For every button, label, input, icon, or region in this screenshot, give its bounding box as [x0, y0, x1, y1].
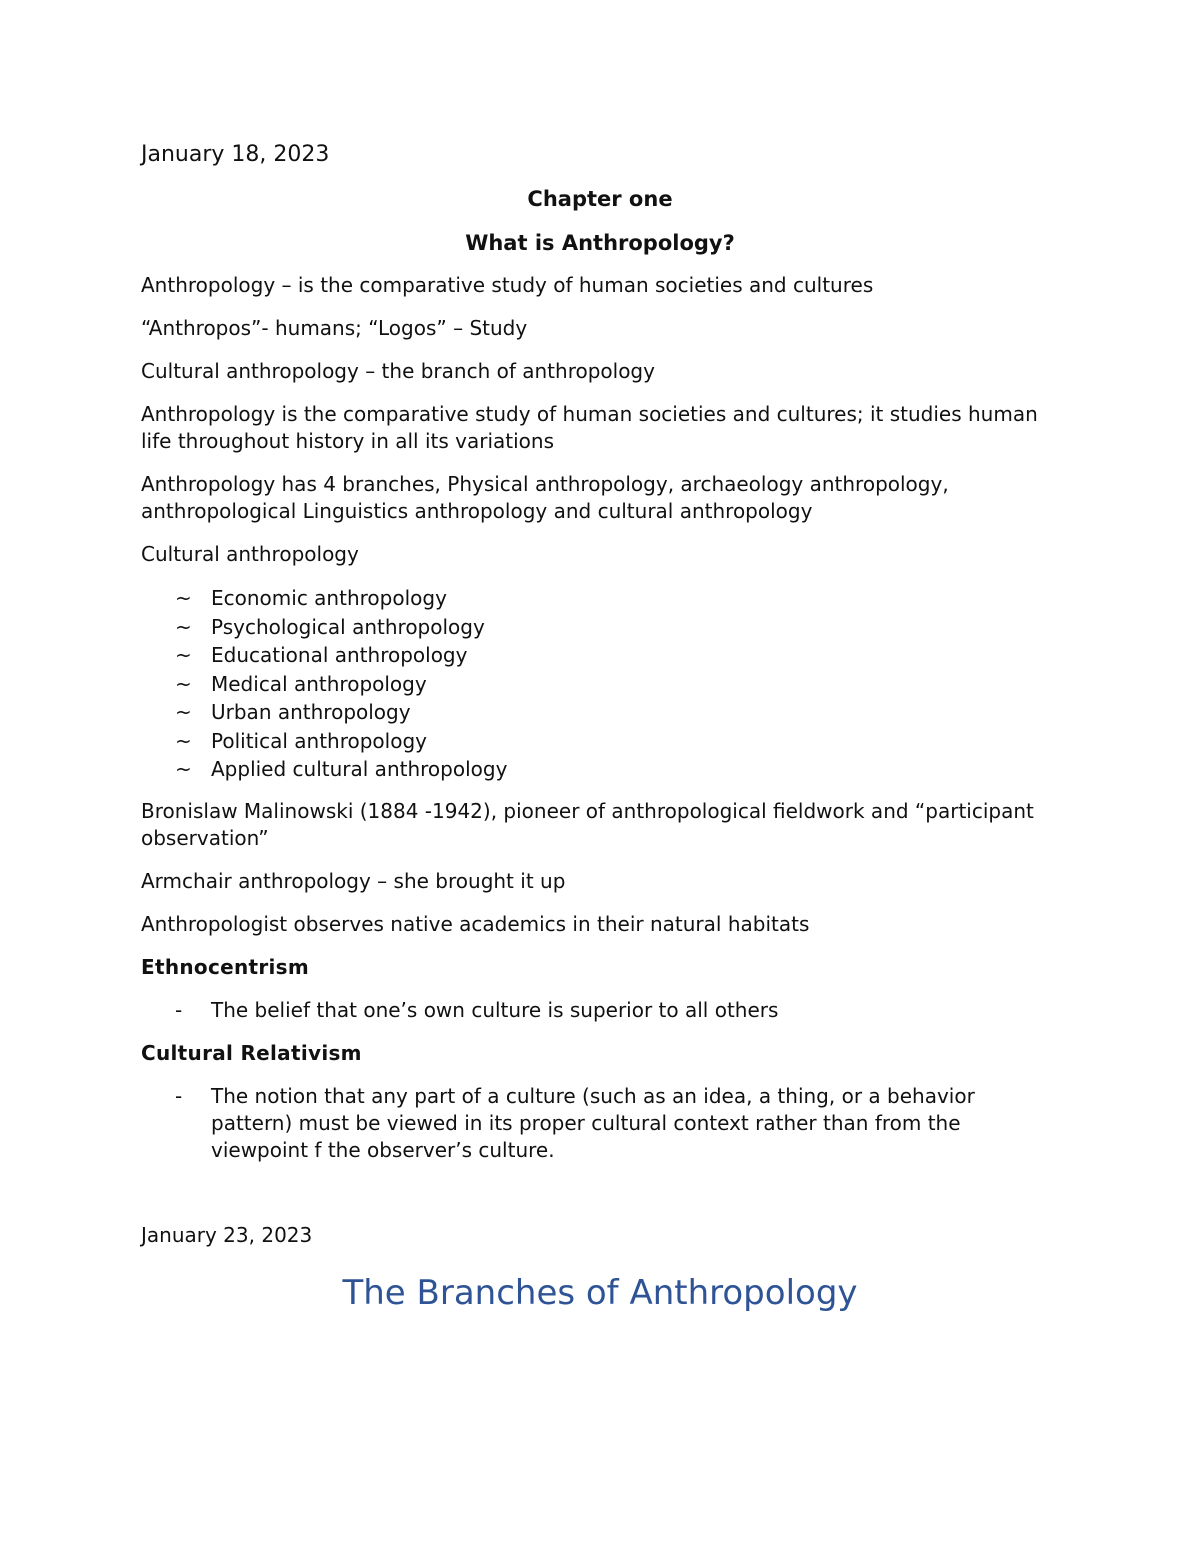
- list-item: [141, 755, 1041, 784]
- paragraph-cultural-anthropology: Cultural anthropology: [141, 542, 359, 566]
- ethnocentrism-list: [141, 997, 1041, 1024]
- paragraph-comparative-study: Anthropology is the comparative study of human societies and cultures; it studies human life throughout history in all its variations: [141, 402, 1038, 453]
- tilde-bullet: ~: [175, 671, 192, 696]
- list-item: [141, 727, 1041, 756]
- list-item-text: The belief that one’s own culture is superior to all others: [211, 997, 779, 1022]
- list-item: [141, 641, 1041, 670]
- cultural-branches-list: [141, 584, 1041, 784]
- date-january-23: January 23, 2023: [141, 1222, 313, 1247]
- list-item: [141, 698, 1041, 727]
- dash-bullet: -: [175, 997, 183, 1022]
- tilde-bullet: ~: [175, 757, 192, 781]
- tilde-bullet: ~: [175, 728, 192, 753]
- list-item: [141, 997, 1041, 1024]
- chapter-subtitle: What is Anthropology?: [465, 231, 735, 255]
- list-item-text: Psychological anthropology: [211, 614, 485, 639]
- date-january-18: January 18, 2023: [141, 142, 330, 167]
- paragraph-observes: Anthropologist observes native academics in their natural habitats: [141, 911, 810, 936]
- list-item: [141, 584, 1041, 613]
- tilde-bullet: ~: [175, 614, 192, 639]
- paragraph-four-branches: Anthropology has 4 branches, Physical anthropology, archaeology anthropology, anthropological Linguistics anthropology and cultural anthropology: [141, 472, 949, 523]
- tilde-bullet: ~: [175, 586, 192, 610]
- paragraph-armchair: Armchair anthropology – she brought it up: [141, 868, 566, 893]
- heading-cultural-relativism: Cultural Relativism: [141, 1040, 362, 1065]
- document-page: [141, 140, 1041, 1315]
- list-item-text: Applied cultural anthropology: [211, 757, 508, 781]
- list-item-text: Educational anthropology: [211, 643, 468, 667]
- list-item-text: Economic anthropology: [211, 586, 447, 610]
- paragraph-malinowski: Bronislaw Malinowski (1884 -1942), pioneer of anthropological fieldwork and “participant observation”: [141, 798, 1034, 850]
- dash-bullet: -: [175, 1083, 183, 1108]
- section-title: The Branches of Anthropology: [342, 1272, 858, 1313]
- tilde-bullet: ~: [175, 643, 192, 667]
- spacer: [141, 1180, 1041, 1222]
- list-item: [141, 613, 1041, 642]
- list-item-text: Medical anthropology: [211, 671, 427, 696]
- list-item: [141, 1083, 1041, 1164]
- list-item-text: Political anthropology: [211, 728, 427, 753]
- list-item-text: The notion that any part of a culture (such as an idea, a thing, or a behavior pattern) must be viewed in its proper cultural context rather than from the viewpoint f the observer’s culture.: [211, 1083, 975, 1162]
- chapter-title: Chapter one: [527, 187, 673, 211]
- tilde-bullet: ~: [175, 700, 192, 724]
- cultural-relativism-list: [141, 1083, 1041, 1164]
- list-item-text: Urban anthropology: [211, 700, 411, 724]
- list-item: [141, 670, 1041, 699]
- heading-ethnocentrism: Ethnocentrism: [141, 954, 310, 979]
- paragraph-etymology: “Anthropos”- humans; “Logos” – Study: [141, 316, 528, 340]
- paragraph-definition: Anthropology – is the comparative study of human societies and cultures: [141, 273, 874, 297]
- paragraph-cultural-branch: Cultural anthropology – the branch of anthropology: [141, 359, 655, 383]
